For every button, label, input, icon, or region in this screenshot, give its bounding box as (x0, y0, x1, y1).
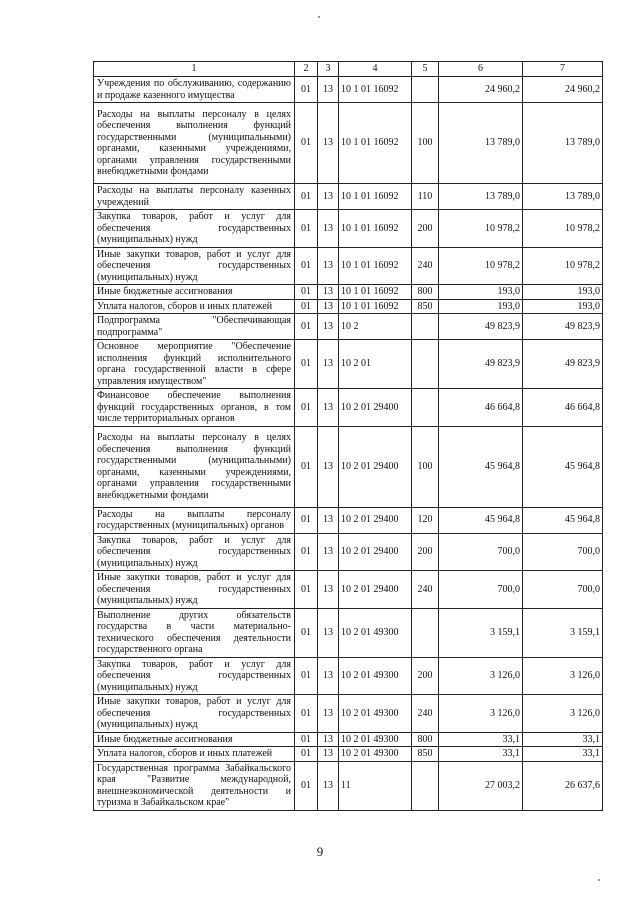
amount-col7-cell: 3 126,0 (523, 657, 603, 695)
row-name-cell: Государственная программа Забайкальского края "Развитие международной, внешнеэкономической деятельности и туризма в Забайкальском крае" (94, 761, 295, 810)
amount-col6-cell: 46 664,8 (439, 389, 523, 427)
table-row (94, 247, 603, 285)
subsection-code-cell: 13 (318, 247, 339, 285)
expense-type-cell: 120 (412, 507, 439, 533)
column-header: 7 (523, 62, 603, 77)
column-header: 1 (94, 62, 295, 77)
table-row (94, 695, 603, 733)
section-code-cell: 01 (295, 426, 318, 507)
amount-col7-cell: 700,0 (523, 571, 603, 609)
amount-col6-cell: 193,0 (439, 285, 523, 300)
amount-col7-cell: 3 126,0 (523, 695, 603, 733)
row-name-cell: Иные закупки товаров, работ и услуг для обеспечения государственных (муниципальных) нужд (94, 695, 295, 733)
budget-table (93, 61, 603, 811)
table-row (94, 732, 603, 747)
subsection-code-cell: 13 (318, 340, 339, 389)
subsection-code-cell: 13 (318, 747, 339, 762)
subsection-code-cell: 13 (318, 299, 339, 314)
row-name-cell: Закупка товаров, работ и услуг для обеспечения государственных (муниципальных) нужд (94, 533, 295, 571)
row-name-cell: Выполнение других обязательств государства в части материально-технического обеспечения деятельности государственного органа (94, 608, 295, 657)
scan-speck (318, 16, 320, 18)
target-article-cell: 10 1 01 16092 (339, 184, 412, 210)
section-code-cell: 01 (295, 695, 318, 733)
amount-col6-cell: 3 159,1 (439, 608, 523, 657)
amount-col6-cell: 45 964,8 (439, 507, 523, 533)
row-name-cell: Расходы на выплаты персоналу казенных учреждений (94, 184, 295, 210)
target-article-cell: 10 2 01 49300 (339, 695, 412, 733)
column-header: 3 (318, 62, 339, 77)
subsection-code-cell: 13 (318, 426, 339, 507)
amount-col7-cell: 49 823,9 (523, 340, 603, 389)
amount-col7-cell: 13 789,0 (523, 103, 603, 184)
amount-col7-cell: 45 964,8 (523, 507, 603, 533)
table-row (94, 389, 603, 427)
amount-col6-cell: 27 003,2 (439, 761, 523, 810)
expense-type-cell: 850 (412, 747, 439, 762)
amount-col6-cell: 33,1 (439, 732, 523, 747)
target-article-cell: 10 1 01 16092 (339, 299, 412, 314)
target-article-cell: 10 1 01 16092 (339, 77, 412, 103)
expense-type-cell (412, 314, 439, 340)
target-article-cell: 10 1 01 16092 (339, 285, 412, 300)
target-article-cell: 10 2 01 (339, 340, 412, 389)
column-header: 5 (412, 62, 439, 77)
amount-col6-cell: 33,1 (439, 747, 523, 762)
subsection-code-cell: 13 (318, 571, 339, 609)
row-name-cell: Расходы на выплаты персоналу государственных (муниципальных) органов (94, 507, 295, 533)
target-article-cell: 10 1 01 16092 (339, 103, 412, 184)
target-article-cell: 10 2 01 29400 (339, 426, 412, 507)
expense-type-cell: 240 (412, 247, 439, 285)
row-name-cell: Расходы на выплаты персоналу в целях обеспечения выполнения функций государственными (муниципальными) органами, казенными учреждениями, органами управления государственными внебюджетными фондами (94, 103, 295, 184)
expense-type-cell (412, 77, 439, 103)
expense-type-cell: 100 (412, 103, 439, 184)
subsection-code-cell: 13 (318, 77, 339, 103)
section-code-cell: 01 (295, 285, 318, 300)
target-article-cell: 10 2 01 29400 (339, 389, 412, 427)
table-row (94, 507, 603, 533)
scan-speck (598, 879, 600, 881)
table-row (94, 426, 603, 507)
section-code-cell: 01 (295, 389, 318, 427)
section-code-cell: 01 (295, 657, 318, 695)
expense-type-cell (412, 389, 439, 427)
amount-col7-cell: 46 664,8 (523, 389, 603, 427)
subsection-code-cell: 13 (318, 761, 339, 810)
column-header: 6 (439, 62, 523, 77)
amount-col7-cell: 10 978,2 (523, 247, 603, 285)
amount-col6-cell: 10 978,2 (439, 210, 523, 248)
target-article-cell: 10 2 01 29400 (339, 533, 412, 571)
row-name-cell: Иные закупки товаров, работ и услуг для обеспечения государственных (муниципальных) нужд (94, 247, 295, 285)
row-name-cell: Закупка товаров, работ и услуг для обеспечения государственных (муниципальных) нужд (94, 657, 295, 695)
table-row (94, 761, 603, 810)
subsection-code-cell: 13 (318, 389, 339, 427)
amount-col7-cell: 33,1 (523, 747, 603, 762)
expense-type-cell: 200 (412, 210, 439, 248)
row-name-cell: Иные бюджетные ассигнования (94, 285, 295, 300)
column-header: 2 (295, 62, 318, 77)
expense-type-cell: 200 (412, 657, 439, 695)
subsection-code-cell: 13 (318, 507, 339, 533)
target-article-cell: 10 1 01 16092 (339, 210, 412, 248)
target-article-cell: 11 (339, 761, 412, 810)
row-name-cell: Уплата налогов, сборов и иных платежей (94, 747, 295, 762)
amount-col6-cell: 3 126,0 (439, 695, 523, 733)
table-row (94, 314, 603, 340)
section-code-cell: 01 (295, 571, 318, 609)
subsection-code-cell: 13 (318, 732, 339, 747)
amount-col6-cell: 45 964,8 (439, 426, 523, 507)
amount-col6-cell: 13 789,0 (439, 103, 523, 184)
table-row (94, 657, 603, 695)
amount-col6-cell: 193,0 (439, 299, 523, 314)
amount-col7-cell: 700,0 (523, 533, 603, 571)
expense-type-cell: 800 (412, 285, 439, 300)
target-article-cell: 10 2 01 29400 (339, 507, 412, 533)
amount-col6-cell: 49 823,9 (439, 340, 523, 389)
table-row (94, 77, 603, 103)
row-name-cell: Подпрограмма "Обеспечивающая подпрограмма" (94, 314, 295, 340)
target-article-cell: 10 2 01 29400 (339, 571, 412, 609)
expense-type-cell: 850 (412, 299, 439, 314)
section-code-cell: 01 (295, 507, 318, 533)
section-code-cell: 01 (295, 314, 318, 340)
subsection-code-cell: 13 (318, 285, 339, 300)
page-number: 9 (316, 844, 324, 859)
expense-type-cell (412, 608, 439, 657)
section-code-cell: 01 (295, 184, 318, 210)
table-row (94, 340, 603, 389)
amount-col7-cell: 26 637,6 (523, 761, 603, 810)
row-name-cell: Уплата налогов, сборов и иных платежей (94, 299, 295, 314)
expense-type-cell: 240 (412, 571, 439, 609)
row-name-cell: Закупка товаров, работ и услуг для обеспечения государственных (муниципальных) нужд (94, 210, 295, 248)
table-row (94, 571, 603, 609)
amount-col6-cell: 24 960,2 (439, 77, 523, 103)
section-code-cell: 01 (295, 533, 318, 571)
section-code-cell: 01 (295, 210, 318, 248)
target-article-cell: 10 2 01 49300 (339, 732, 412, 747)
table-row (94, 285, 603, 300)
row-name-cell: Иные закупки товаров, работ и услуг для обеспечения государственных (муниципальных) нужд (94, 571, 295, 609)
target-article-cell: 10 1 01 16092 (339, 247, 412, 285)
subsection-code-cell: 13 (318, 657, 339, 695)
amount-col6-cell: 700,0 (439, 533, 523, 571)
amount-col6-cell: 10 978,2 (439, 247, 523, 285)
amount-col7-cell: 3 159,1 (523, 608, 603, 657)
amount-col7-cell: 193,0 (523, 299, 603, 314)
expense-type-cell: 800 (412, 732, 439, 747)
row-name-cell: Основное мероприятие "Обеспечение исполнения функций исполнительного органа государственной власти в сфере управления имуществом" (94, 340, 295, 389)
table-row (94, 747, 603, 762)
target-article-cell: 10 2 01 49300 (339, 657, 412, 695)
expense-type-cell: 240 (412, 695, 439, 733)
subsection-code-cell: 13 (318, 695, 339, 733)
row-name-cell: Финансовое обеспечение выполнения функций государственных органов, в том числе территориальных органов (94, 389, 295, 427)
table-row (94, 210, 603, 248)
amount-col7-cell: 193,0 (523, 285, 603, 300)
header-row (94, 62, 603, 77)
section-code-cell: 01 (295, 608, 318, 657)
expense-type-cell (412, 340, 439, 389)
subsection-code-cell: 13 (318, 314, 339, 340)
amount-col7-cell: 45 964,8 (523, 426, 603, 507)
target-article-cell: 10 2 01 49300 (339, 608, 412, 657)
amount-col7-cell: 10 978,2 (523, 210, 603, 248)
amount-col7-cell: 49 823,9 (523, 314, 603, 340)
section-code-cell: 01 (295, 747, 318, 762)
table-row (94, 103, 603, 184)
section-code-cell: 01 (295, 732, 318, 747)
column-header: 4 (339, 62, 412, 77)
expense-type-cell: 100 (412, 426, 439, 507)
table-row (94, 299, 603, 314)
row-name-cell: Иные бюджетные ассигнования (94, 732, 295, 747)
expense-type-cell: 110 (412, 184, 439, 210)
subsection-code-cell: 13 (318, 210, 339, 248)
section-code-cell: 01 (295, 761, 318, 810)
section-code-cell: 01 (295, 77, 318, 103)
expense-type-cell (412, 761, 439, 810)
table-row (94, 608, 603, 657)
target-article-cell: 10 2 (339, 314, 412, 340)
subsection-code-cell: 13 (318, 184, 339, 210)
table-row (94, 533, 603, 571)
expense-type-cell: 200 (412, 533, 439, 571)
amount-col6-cell: 3 126,0 (439, 657, 523, 695)
amount-col6-cell: 700,0 (439, 571, 523, 609)
section-code-cell: 01 (295, 247, 318, 285)
section-code-cell: 01 (295, 103, 318, 184)
table-row (94, 184, 603, 210)
amount-col7-cell: 13 789,0 (523, 184, 603, 210)
row-name-cell: Расходы на выплаты персоналу в целях обеспечения выполнения функций государственными (муниципальными) органами, казенными учреждениями, органами управления государственными внебюджетными фондами (94, 426, 295, 507)
subsection-code-cell: 13 (318, 608, 339, 657)
amount-col6-cell: 13 789,0 (439, 184, 523, 210)
row-name-cell: Учреждения по обслуживанию, содержанию и продаже казенного имущества (94, 77, 295, 103)
target-article-cell: 10 2 01 49300 (339, 747, 412, 762)
section-code-cell: 01 (295, 340, 318, 389)
amount-col6-cell: 49 823,9 (439, 314, 523, 340)
subsection-code-cell: 13 (318, 103, 339, 184)
amount-col7-cell: 24 960,2 (523, 77, 603, 103)
subsection-code-cell: 13 (318, 533, 339, 571)
amount-col7-cell: 33,1 (523, 732, 603, 747)
section-code-cell: 01 (295, 299, 318, 314)
